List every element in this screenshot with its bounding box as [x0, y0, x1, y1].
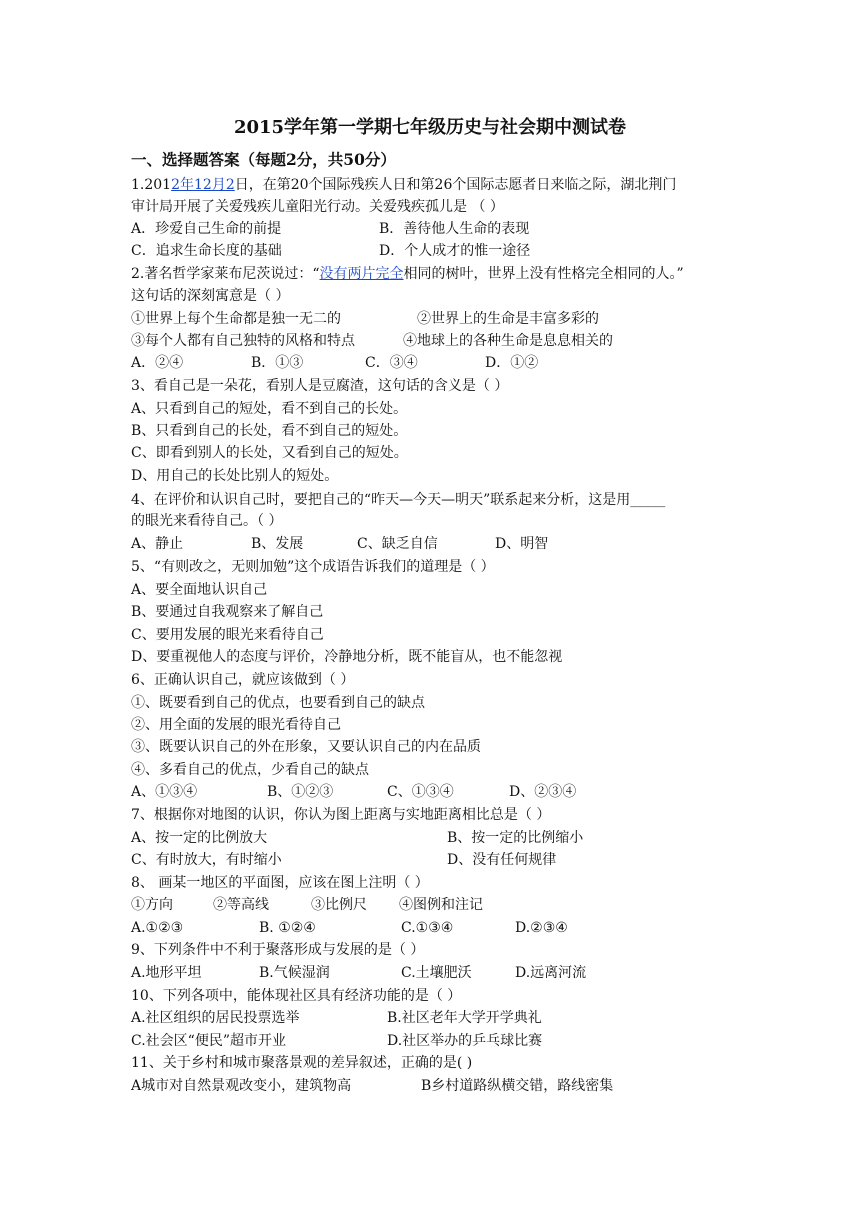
option-c: C．③④	[365, 355, 418, 371]
statement-1: ①、既要看到自己的优点，也要看到自己的缺点	[131, 695, 425, 711]
question-1-line-2: 审计局开展了关爱残疾儿童阳光行动。关爱残疾孤儿是 （ ）	[131, 199, 504, 215]
option-a: A.社区组织的居民投票选举	[131, 1010, 300, 1026]
option-b: B乡村道路纵横交错，路线密集	[421, 1078, 614, 1094]
option-c: C、①③④	[387, 784, 454, 800]
question-4-line-2: 的眼光来看待自己。（ ）	[131, 513, 283, 529]
option-b: B、①②③	[267, 784, 334, 800]
question-4-line-1: 4、在评价和认识自己时，要把自己的“昨天—今天—明天”联系起来分析，这是用_____	[131, 492, 666, 508]
option-b: B.气候湿润	[259, 965, 330, 981]
option-a: A、静止	[131, 536, 184, 552]
option-c: C、要用发展的眼光来看待自己	[131, 627, 324, 643]
question-1-text: 日，在第20个国际残疾人日和第26个国际志愿者日来临之际，湖北荆门	[234, 177, 677, 193]
option-b: B．善待他人生命的表现	[379, 221, 530, 237]
option-d: D、明智	[495, 536, 549, 552]
option-a: A、只看到自己的短处，看不到自己的长处。	[131, 401, 408, 417]
statement-3: ③每个人都有自己独特的风格和特点	[131, 333, 355, 349]
option-c: C.①③④	[401, 920, 454, 936]
option-c: C.社会区“便民”超市开业	[131, 1033, 286, 1049]
quote-link[interactable]: 没有两片完全	[319, 266, 404, 282]
option-d: D、没有任何规律	[447, 852, 557, 868]
page-title: 2015学年第一学期七年级历史与社会期中测试卷	[233, 117, 627, 138]
statement-1: ①方向	[131, 897, 173, 913]
question-3-stem: 3、看自己是一朵花，看别人是豆腐渣，这句话的含义是（ ）	[131, 378, 509, 394]
option-a: A.地形平坦	[131, 965, 202, 981]
question-2-text: 2.著名哲学家莱布尼茨说过：“	[131, 266, 320, 282]
statement-3: ③比例尺	[311, 897, 367, 913]
question-1-line-1	[131, 174, 676, 196]
option-c: C、即看到别人的长处，又看到自己的短处。	[131, 445, 408, 461]
question-2-line-1	[131, 263, 684, 285]
option-d: D.远离河流	[515, 965, 587, 981]
option-a: A城市对自然景观改变小，建筑物高	[131, 1078, 352, 1094]
option-a: A．珍爱自己生命的前提	[131, 221, 282, 237]
option-d: D、②③④	[509, 784, 577, 800]
statement-2: ②等高线	[213, 897, 269, 913]
question-9-stem: 9、下列条件中不利于聚落形成与发展的是（ ）	[131, 942, 425, 958]
option-b: B．①③	[251, 355, 304, 371]
question-6-stem: 6、正确认识自己，就应该做到（ ）	[131, 672, 355, 688]
question-7-stem: 7、根据你对地图的认识，你认为图上距离与实地距离相比总是（ ）	[131, 807, 551, 823]
statement-4: ④图例和注记	[399, 897, 483, 913]
option-a: A、要全面地认识自己	[131, 582, 268, 598]
option-d: D.社区举办的乒乓球比赛	[387, 1033, 543, 1049]
option-b: B、只看到自己的长处，看不到自己的短处。	[131, 423, 408, 439]
option-d: D．①②	[485, 355, 539, 371]
option-c: C.土壤肥沃	[401, 965, 472, 981]
option-b: B、按一定的比例缩小	[447, 830, 584, 846]
statement-1: ①世界上每个生命都是独一无二的	[131, 311, 341, 327]
option-a: A．②④	[131, 355, 184, 371]
statement-3: ③、既要认识自己的外在形象，又要认识自己的内在品质	[131, 739, 481, 755]
question-8-stem: 8、 画某一地区的平面图，应该在图上注明（ ）	[131, 875, 429, 891]
section-heading: 一、选择题答案（每题2分，共50分）	[131, 150, 396, 169]
option-d: D.②③④	[515, 920, 568, 936]
option-d: D．个人成才的惟一途径	[379, 243, 531, 259]
option-b: B、要通过自我观察来了解自己	[131, 604, 324, 620]
option-d: D、要重视他人的态度与评价，冷静地分析，既不能盲从，也不能忽视	[131, 649, 563, 665]
option-a: A、按一定的比例放大	[131, 830, 268, 846]
question-2-text: 相同的树叶，世界上没有性格完全相同的人。”	[403, 266, 684, 282]
statement-4: ④、多看自己的优点，少看自己的缺点	[131, 762, 369, 778]
date-link[interactable]: 2年12月2	[171, 177, 235, 193]
option-a: A、①③④	[131, 784, 198, 800]
option-c: C、有时放大，有时缩小	[131, 852, 282, 868]
question-5-stem: 5、“有则改之，无则加勉”这个成语告诉我们的道理是（ ）	[131, 559, 495, 575]
question-11-stem: 11、关于乡村和城市聚落景观的差异叙述，正确的是( )	[131, 1055, 473, 1071]
question-10-stem: 10、下列各项中，能体现社区具有经济功能的是（ ）	[131, 988, 462, 1004]
option-d: D、用自己的长处比别人的短处。	[131, 468, 339, 484]
statement-2: ②、用全面的发展的眼光看待自己	[131, 717, 341, 733]
statement-2: ②世界上的生命是丰富多彩的	[417, 311, 599, 327]
option-b: B.社区老年大学开学典礼	[387, 1010, 542, 1026]
option-b: B、发展	[251, 536, 304, 552]
option-c: C．追求生命长度的基础	[131, 243, 282, 259]
question-2-line-2: 这句话的深刻寓意是（ ）	[131, 288, 290, 304]
option-a: A.①②③	[131, 920, 184, 936]
statement-4: ④地球上的各种生命是息息相关的	[403, 333, 613, 349]
question-1-text: 1.201	[131, 177, 172, 193]
option-c: C、缺乏自信	[357, 536, 438, 552]
option-b: B. ①②④	[259, 920, 316, 936]
